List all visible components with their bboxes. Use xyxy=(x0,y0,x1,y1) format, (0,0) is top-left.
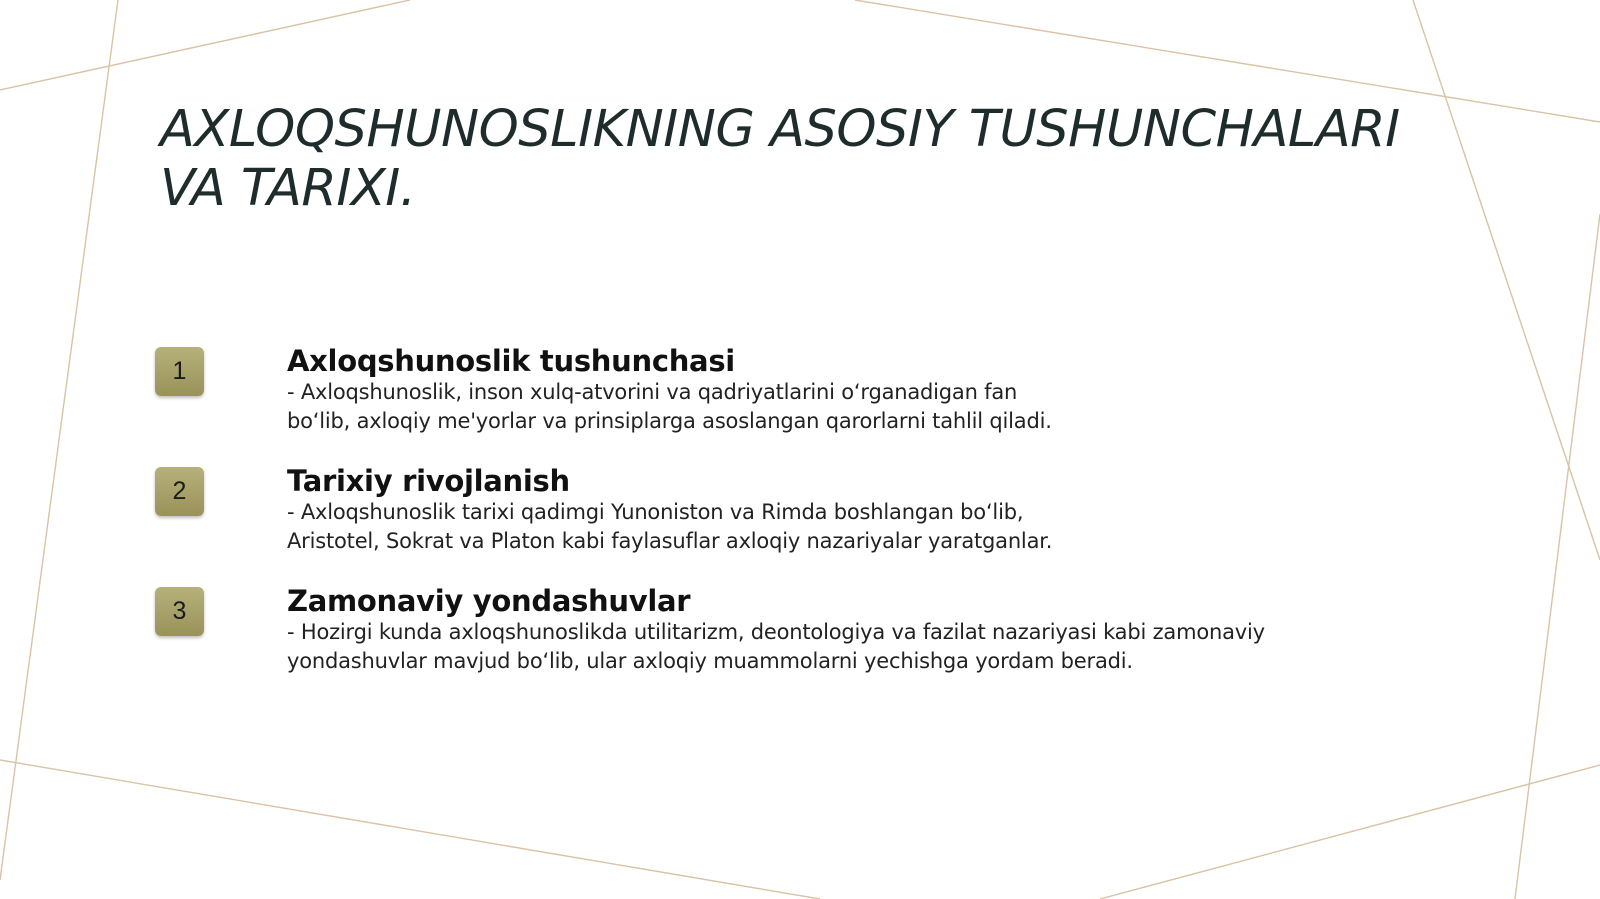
item-heading: Zamonaviy yondashuvlar xyxy=(287,584,691,618)
deco-line xyxy=(1100,765,1600,899)
number-badge: 1 xyxy=(155,347,204,396)
item-text: - Axloqshunoslik, inson xulq-atvorini va qadriyatlarini o‘rganadigan fan bo‘lib, axloqiy me'yorlar va prinsiplarga asoslangan qarorlarni tahlil qiladi. xyxy=(287,380,1052,433)
item-body xyxy=(287,584,1387,676)
deco-line xyxy=(0,0,118,880)
item-body xyxy=(287,464,1387,556)
item-heading: Axloqshunoslik tushunchasi xyxy=(287,344,735,378)
item-text: - Hozirgi kunda axloqshunoslikda utilitarizm, deontologiya va fazilat nazariyasi kabi zamonaviy yondashuvlar mavjud bo‘lib, ular axloqiy muammolarni yechishga yordam beradi. xyxy=(287,620,1265,673)
item-heading: Tarixiy rivojlanish xyxy=(287,464,570,498)
item-text: - Axloqshunoslik tarixi qadimgi Yunoniston va Rimda boshlangan bo‘lib, Aristotel, Sokrat va Platon kabi faylasuflar axloqiy nazariyalar yaratganlar. xyxy=(287,500,1053,553)
item-body xyxy=(287,344,1387,436)
slide-title: AXLOQSHUNOSLIKNING ASOSIY TUSHUNCHALARI VA TARIXI. xyxy=(160,100,1400,218)
number-badge: 3 xyxy=(155,587,204,636)
deco-line xyxy=(1515,214,1600,899)
deco-line xyxy=(1413,0,1600,560)
deco-line xyxy=(0,760,820,899)
number-badge: 2 xyxy=(155,467,204,516)
deco-line xyxy=(0,0,410,90)
